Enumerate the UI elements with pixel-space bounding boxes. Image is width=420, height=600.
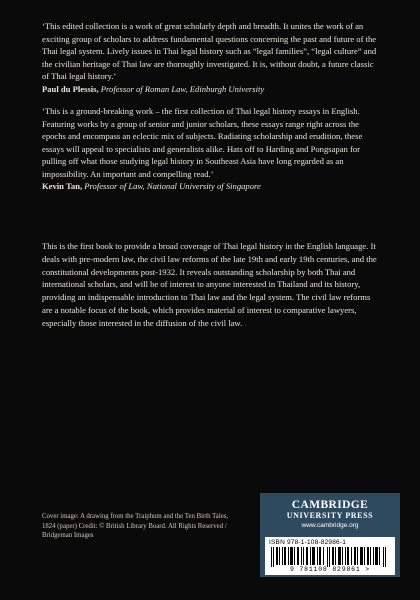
isbn-label: ISBN 978-1-108-82986-1 <box>269 539 347 546</box>
cover-image-credit: Cover image: A drawing from the Traiphum and the Ten Birth Tales, 1824 (paper) Credit: © British Library Board. All Rights Reserved / Bridgeman Images <box>42 513 229 539</box>
endorsements <box>42 20 382 203</box>
ean-number: 9 781108 829861 > <box>290 566 370 573</box>
barcode-box <box>265 537 395 575</box>
endorsement-quote: ‘This is a ground-breaking work – the first collection of Thai legal history essays in English. Featuring works by a group of senior and junior scholars, these essays range right across the epochs and encompass an eclectic mix of subjects. Radiating scholarship and erudition, these essays will appeal to specialists and generalists alike. Hats off to Harding and Pongsapan for pulling off what those studying legal history in Southeast Asia have long regarded as an impossibility. An important and compelling read.’ <box>42 106 363 179</box>
endorsement-attribution <box>42 83 382 96</box>
endorsement <box>42 20 382 95</box>
endorser-name: Paul du Plessis, <box>42 83 99 94</box>
endorser-title: Professor of Roman Law, Edinburgh University <box>100 83 265 94</box>
publisher-press: UNIVERSITY PRESS <box>286 511 374 520</box>
endorsement-quote: ‘This edited collection is a work of great scholarly depth and breadth. It unites the work of an exciting group of scholars to address fundamental questions concerning the past and future of the Thai legal system. Lively issues in Thai legal history such as “legal families”, “legal culture” and the civilian heritage of Thai law are thoroughly investigated. It is, without doubt, a future classic of Thai legal history.’ <box>42 21 377 81</box>
publisher-url: www.cambridge.org <box>301 522 359 529</box>
endorser-title: Professor of Law, National University of Singapore <box>84 181 261 191</box>
barcode-icon <box>271 547 389 567</box>
publisher-name: CAMBRIDGE <box>291 499 369 511</box>
endorser-name: Kevin Tan, <box>42 181 83 191</box>
endorsement <box>42 105 382 193</box>
endorsement-attribution <box>42 180 382 193</box>
book-description: This is the first book to provide a broad coverage of Thai legal history in the English language. It deals with pre-modern law, the civil law reforms of the late 19th and early 19th centuries, and the constitutional developments post-1932. It reveals outstanding scholarship by both Thai and international scholars, and will be of interest to anyone interested in Thailand and its history, providing an indispensable introduction to Thai law and the legal system. The civil law reforms are a notable focus of the book, which provides material of interest to comparative lawyers, especially those interested in the diffusion of the civil law. <box>42 241 377 328</box>
